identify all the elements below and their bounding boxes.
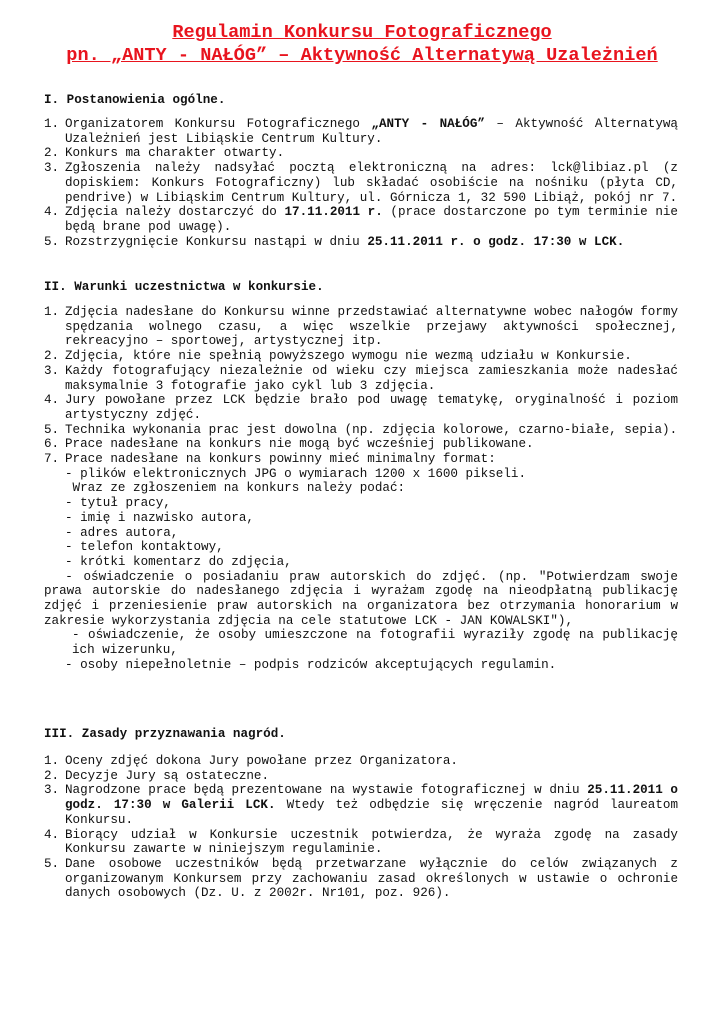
item-text: Zdjęcia nadesłane do Konkursu winne przedstawiać alternatywne wobec nałogów formy spędzania wolnego czasu, a więc wszelkie przejawy aktywności społecznej, rekreacyjno – sportowej, artystycznej itp.	[65, 305, 678, 349]
item-number: 1.	[44, 117, 60, 131]
list-item	[44, 349, 678, 364]
item-bold-text: 17.11.2011 r.	[284, 205, 383, 220]
list-item	[44, 205, 678, 234]
item-bold-text: 25.11.2011 r. o godz. 17:30 w LCK.	[367, 234, 625, 249]
item-number: 3.	[44, 783, 60, 798]
section-2-list	[44, 305, 686, 673]
list-item	[44, 437, 678, 452]
item-text: Decyzje Jury są ostateczne.	[65, 768, 270, 783]
item-number: 4.	[44, 827, 60, 842]
document-title-line-1: Regulamin Konkursu Fotograficznego	[172, 22, 552, 43]
list-item	[44, 393, 678, 422]
list-item	[44, 769, 678, 784]
list-item	[44, 146, 678, 161]
item-number: 1.	[44, 305, 60, 319]
item-text: (prace dostarczone po tym terminie nie będą brane pod uwagę).	[65, 205, 678, 234]
submission-intro: Wraz ze zgłoszeniem na konkurs należy podać:	[65, 481, 406, 496]
item-text: Rozstrzygnięcie Konkursu nastąpi w dniu	[65, 234, 368, 249]
section-2-heading: II. Warunki uczestnictwa w konkursie.	[44, 280, 324, 294]
item-text: Prace nadesłane na konkurs powinny mieć minimalny format:	[65, 452, 496, 467]
item-bold-text: „ANTY - NAŁÓG”	[371, 117, 485, 131]
item-number: 2.	[44, 768, 60, 783]
item-text: – Aktywność Alternatywą Uzależnień jest Libiąskie Centrum Kultury.	[65, 117, 678, 146]
item-text: Zdjęcia, które nie spełnią powyższego wymogu nie wezmą udziału w Konkursie.	[65, 349, 632, 364]
item-text: Oceny zdjęć dokona Jury powołane przez Organizatora.	[65, 754, 458, 768]
item-number: 2.	[44, 349, 60, 364]
section-3-heading: III. Zasady przyznawania nagród.	[44, 727, 286, 741]
list-item	[44, 364, 678, 393]
item-number: 3.	[44, 161, 60, 176]
copyright-statement	[44, 569, 686, 629]
item-bold-text: 25.11.2011 o godz. 17:30 w Galerii LCK.	[65, 783, 678, 813]
format-line: - plików elektronicznych JPG o wymiarach 1200 x 1600 pikseli.	[65, 466, 527, 481]
list-item	[44, 783, 678, 827]
item-text: Wtedy też odbędzie się wręczenie nagród laureatom Konkursu.	[65, 798, 679, 827]
section-3-list	[44, 754, 678, 901]
requirement-item: - tytuł pracy,	[65, 496, 171, 511]
list-item	[44, 161, 678, 205]
item-number: 5.	[44, 422, 60, 437]
item-number: 2.	[44, 146, 60, 161]
requirement-item: - oświadczenie, że osoby umieszczone na fotografii wyraziły zgodę na publikację ich wizerunku,	[72, 628, 678, 658]
list-item	[44, 452, 678, 570]
item-text: Każdy fotografujący niezależnie od wieku czy miejsca zamieszkania może nadesłać maksymalnie 3 fotografie jako cykl lub 3 zdjęcia.	[65, 363, 678, 393]
requirement-item: - adres autora,	[65, 525, 179, 540]
document-title-line-2: pn. „ANTY - NAŁÓG” – Aktywność Alternatywą Uzależnień	[66, 45, 658, 66]
item-number: 4.	[44, 205, 60, 220]
item-text: Konkurs ma charakter otwarty.	[65, 146, 285, 161]
requirement-item: - osoby niepełnoletnie – podpis rodziców akceptujących regulamin.	[65, 657, 557, 672]
item-text: Biorący udział w Konkursie uczestnik potwierdza, że wyraża zgodę na zasady Konkursu zawarte w niniejszym regulaminie.	[65, 827, 678, 857]
item-text: Zgłoszenia należy nadsyłać pocztą elektroniczną na adres: lck@libiaz.pl (z dopiskiem: Konkurs Fotograficzny) lub składać osobiście na nośniku (płyta CD, pendrive) w Libiąskim Centrum Kultury, ul. Górnicza 1, 32 590 Libiąż, pokój nr 7.	[65, 161, 678, 205]
item-text: Nagrodzone prace będą prezentowane na wystawie fotograficznej w dniu	[65, 783, 588, 798]
item-number: 1.	[44, 754, 60, 768]
list-item	[44, 423, 678, 438]
item-number: 7.	[44, 452, 60, 467]
section-1-list	[44, 117, 678, 249]
list-item	[44, 305, 678, 349]
list-item	[44, 754, 678, 769]
item-text: Organizatorem Konkursu Fotograficznego	[65, 117, 372, 131]
item-text: - oświadczenie o posiadaniu praw autorskich do zdjęć. (np. "Potwierdzam swoje prawa autorskie do nadesłanego zdjęcia i wyrażam zgodę na nieodpłatną publikację zdjęć i przeniesienie praw autorskich na organizatora bez otrzymania honorarium w zakresie wykorzystania zdjęcia na cele statutowe LCK - JAN KOWALSKI"),	[44, 569, 686, 628]
list-item	[44, 117, 678, 146]
item-number: 5.	[44, 234, 60, 249]
list-item	[44, 235, 678, 250]
item-text: Technika wykonania prac jest dowolna (np. zdjęcia kolorowe, czarno-białe, sepia).	[65, 422, 678, 437]
requirement-item: - imię i nazwisko autora,	[65, 510, 254, 525]
requirement-item: - telefon kontaktowy,	[65, 540, 224, 555]
section-1-heading: I. Postanowienia ogólne.	[44, 93, 226, 107]
item-text: Dane osobowe uczestników będą przetwarzane wyłącznie do celów związanych z organizowanym Konkursem przy zachowaniu zasad określonych w ustawie o ochronie danych osobowych (Dz. U. z 2002r. Nr101, poz. 926).	[65, 856, 678, 901]
item-text: Jury powołane przez LCK będzie brało pod uwagę tematykę, oryginalność i poziom artystyczny zdjęć.	[65, 393, 678, 422]
item-number: 5.	[44, 856, 60, 871]
list-item	[44, 628, 678, 672]
item-text: Prace nadesłane na konkurs nie mogą być wcześniej publikowane.	[65, 437, 534, 452]
item-text: Zdjęcia należy dostarczyć do	[65, 205, 285, 220]
item-number: 4.	[44, 393, 60, 408]
list-item	[44, 857, 678, 901]
item-number: 6.	[44, 437, 60, 452]
requirement-item: - krótki komentarz do zdjęcia,	[65, 554, 292, 569]
item-number: 3.	[44, 363, 60, 378]
list-item	[44, 828, 678, 857]
